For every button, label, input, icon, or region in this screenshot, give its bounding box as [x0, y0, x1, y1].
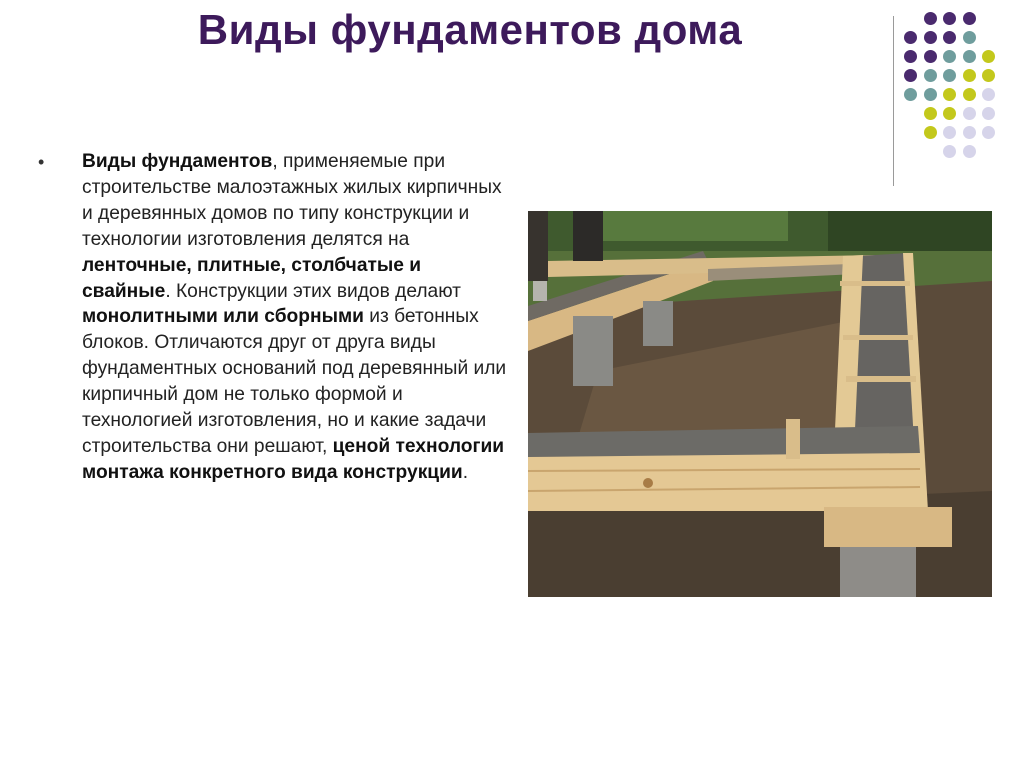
text-bold: ленточные, плитные, столбчатые и свайные: [82, 254, 422, 302]
decorative-dot: [982, 107, 995, 120]
decorative-dot: [904, 69, 917, 82]
decorative-dot: [963, 31, 976, 44]
decorative-dot: [943, 31, 956, 44]
decorative-dot: [924, 88, 937, 101]
decorative-dot: [943, 107, 956, 120]
text-run: , применяемые при строительстве малоэтажных жилых кирпичных и деревянных домов по типу конструкции и технологии изготовления делятся на: [82, 151, 502, 250]
slide-title: Виды фундаментов дома: [197, 6, 743, 53]
decorative-dot: [963, 50, 976, 63]
decorative-dot: [924, 126, 937, 139]
decorative-dot: [904, 50, 917, 63]
decorative-dot: [943, 12, 956, 25]
text-run: .: [462, 461, 469, 483]
text-bold: монолитными или сборными: [82, 306, 364, 328]
text-run: из бетонных блоков. Отличаются друг от друга виды фундаментных оснований под деревянный или кирпичный дом не только формой и технологией изготовления, но и какие задачи строительства они решают,: [82, 306, 507, 457]
foundation-photo: [528, 211, 992, 597]
decorative-dot: [924, 107, 937, 120]
decorative-dot: [963, 107, 976, 120]
decorative-dot-grid-icon: [904, 12, 1004, 162]
decorative-dot: [924, 50, 937, 63]
decorative-dot: [924, 31, 937, 44]
text-run: . Конструкции этих видов делают: [165, 280, 461, 302]
decorative-dot: [943, 88, 956, 101]
decorative-dot: [924, 69, 937, 82]
decorative-dot: [963, 126, 976, 139]
decorative-dot: [982, 69, 995, 82]
decorative-dot: [982, 50, 995, 63]
decorative-dot: [963, 145, 976, 158]
decorative-dot: [943, 145, 956, 158]
bullet-icon: •: [38, 152, 45, 172]
decorative-dot: [904, 88, 917, 101]
decorative-dot: [943, 50, 956, 63]
divider-line: [893, 16, 894, 186]
text-bold: Виды фундаментов: [82, 151, 273, 172]
decorative-dot: [982, 88, 995, 101]
decorative-dot: [943, 69, 956, 82]
decorative-dot: [924, 12, 937, 25]
decorative-dot: [943, 126, 956, 139]
decorative-dot: [963, 12, 976, 25]
text-bold: ценой технологии монтажа конкретного вида конструкции: [82, 435, 505, 483]
body-paragraph: [82, 149, 514, 486]
decorative-dot: [904, 31, 917, 44]
decorative-dot: [963, 88, 976, 101]
decorative-dot: [982, 126, 995, 139]
decorative-dot: [963, 69, 976, 82]
